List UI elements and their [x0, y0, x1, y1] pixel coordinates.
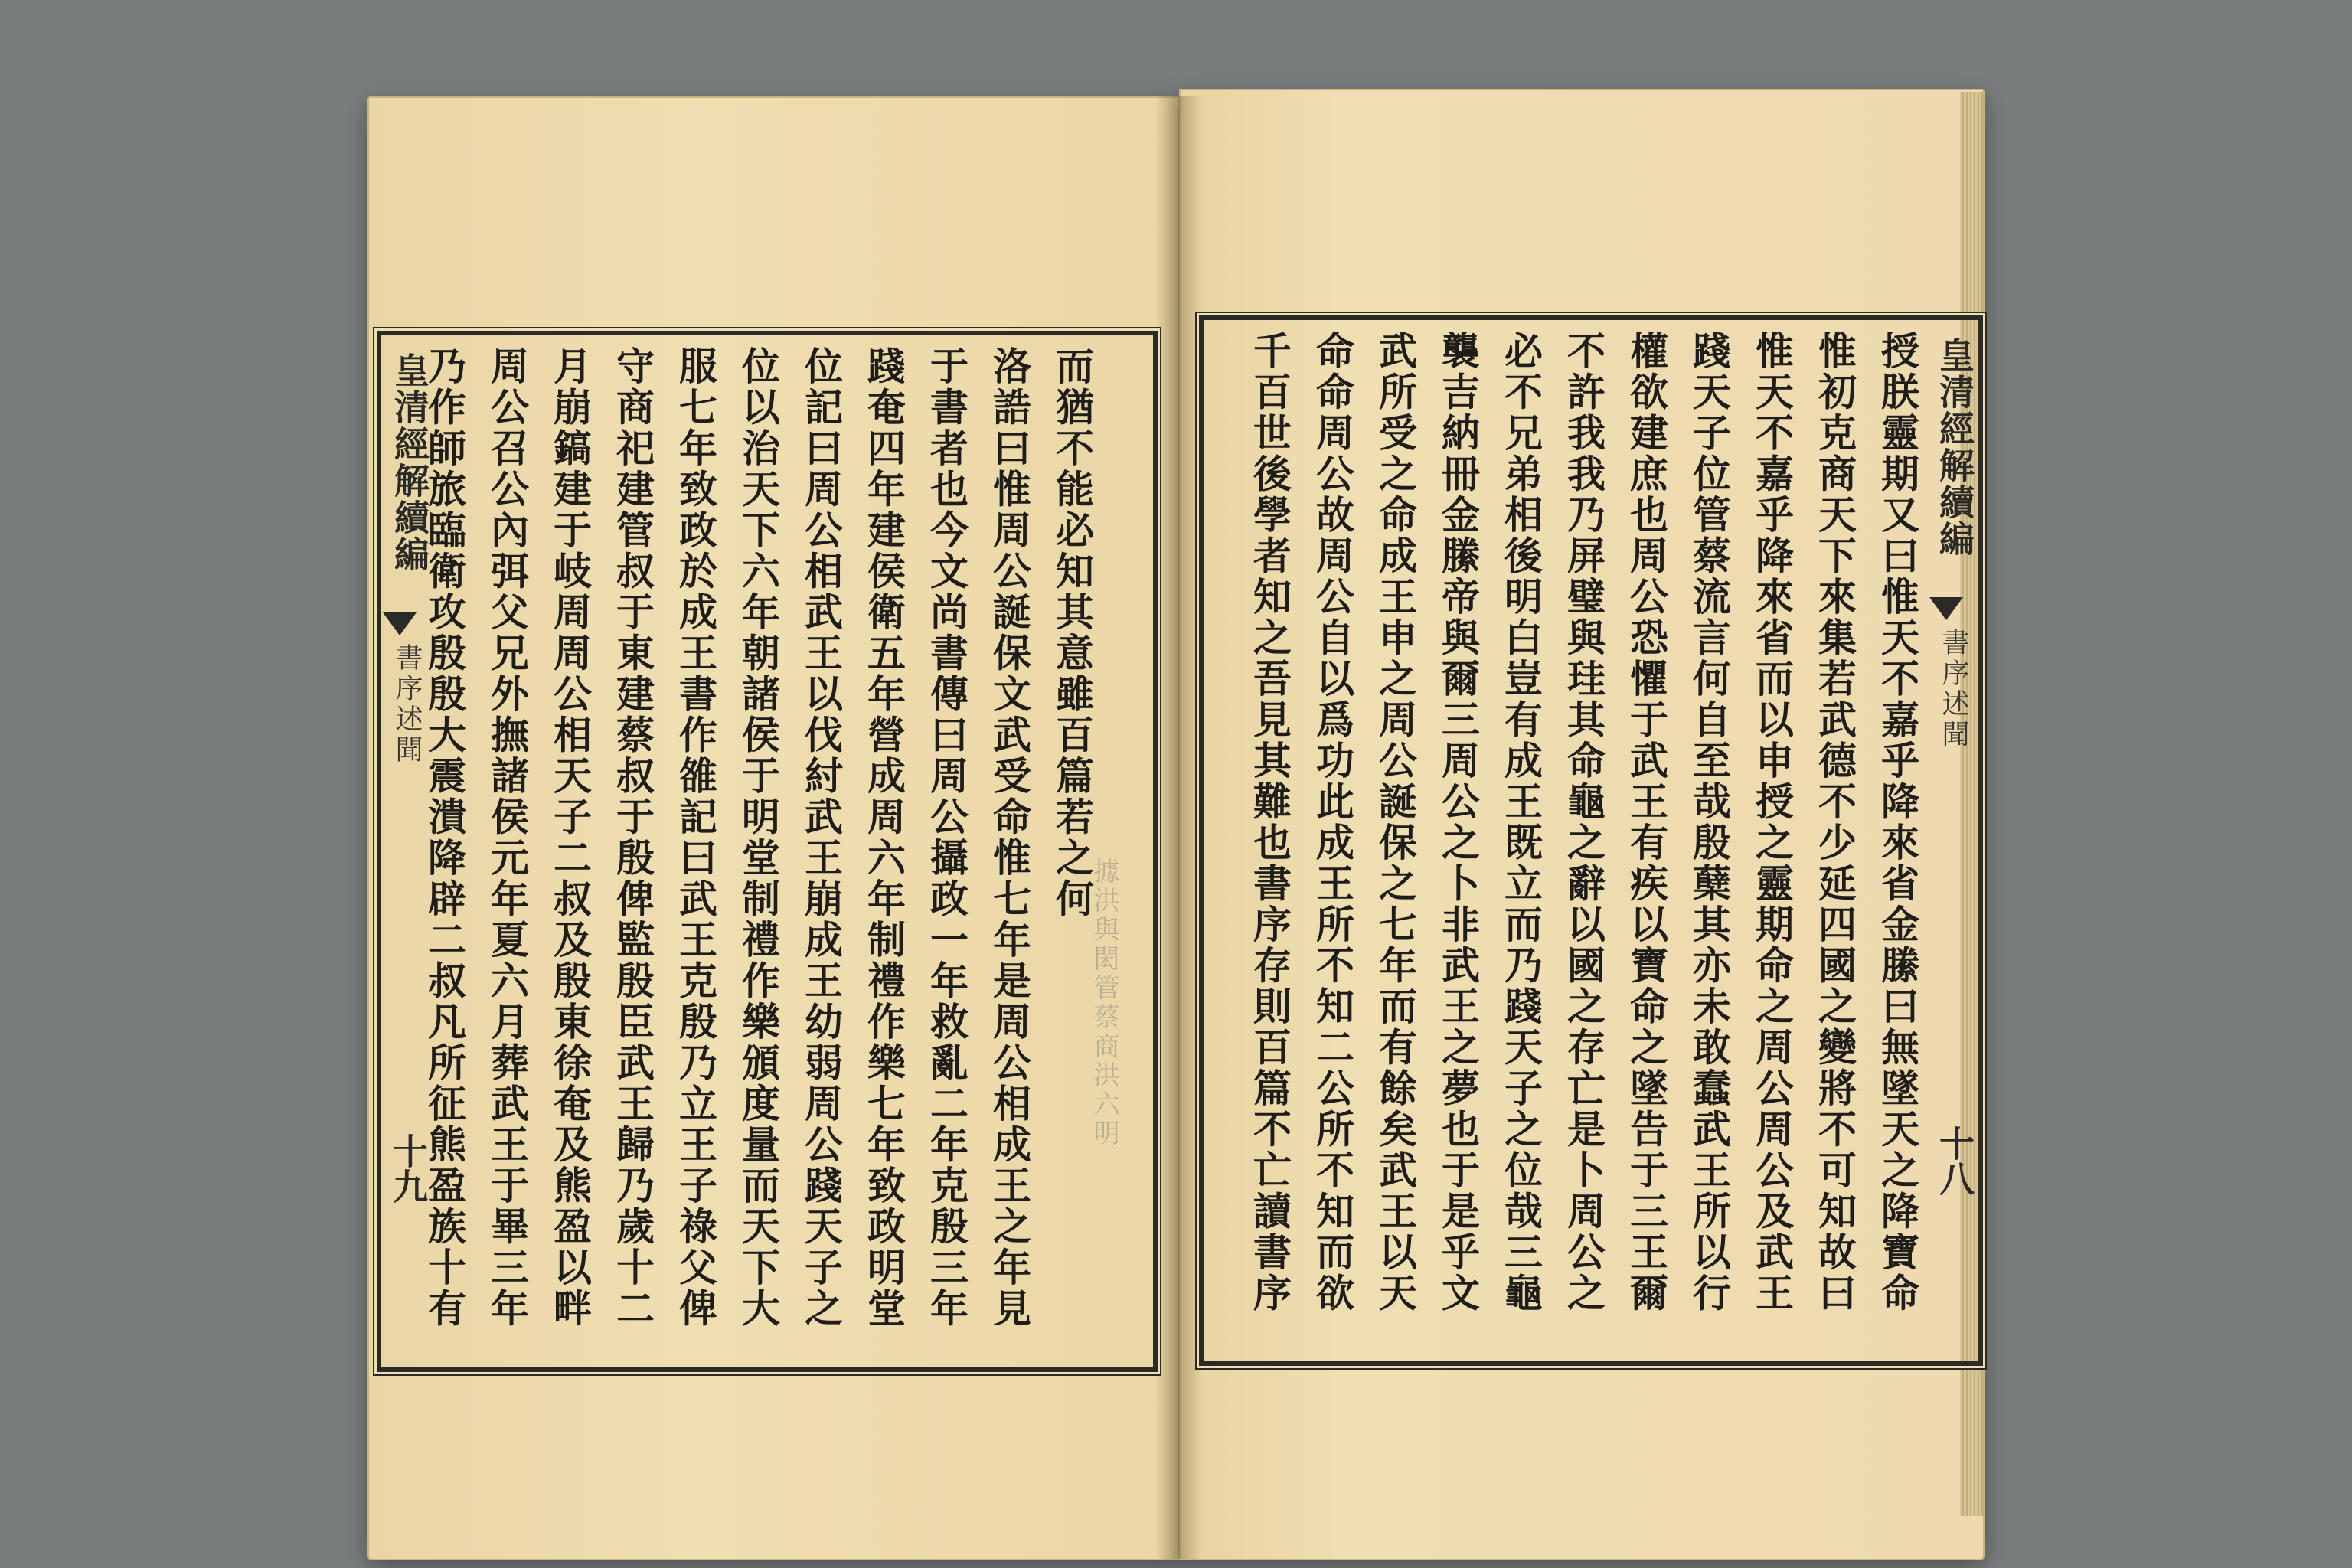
left-folio-number: 十九 — [387, 1133, 429, 1204]
text-column: 命命周公故周公自以爲功此成王所不知二公所不知而欲 — [1310, 331, 1355, 1314]
right-folio-number: 十八 — [1934, 1125, 1975, 1196]
left-margin-subtitle: 書序述聞 — [391, 643, 423, 766]
right-margin-subtitle: 書序述聞 — [1938, 628, 1969, 750]
book-gutter — [1156, 96, 1202, 1559]
text-column: 守商祀建管叔于東建蔡叔于殷俾監殷臣武王歸乃歲十二 — [610, 346, 655, 1329]
right-fishtail-mark — [1929, 597, 1963, 620]
left-text-columns — [413, 346, 1102, 1349]
left-fishtail-mark — [383, 612, 416, 635]
text-column: 月崩鎬建于岐周周公相天子二叔及殷東徐奄及熊盈以畔 — [547, 346, 593, 1329]
text-column: 于書者也今文尚書傳曰周公攝政一年救亂二年克殷三年 — [924, 346, 969, 1329]
text-column: 千百世後學者知之吾見其難也書序存則百篇不亡讀書序 — [1247, 331, 1292, 1314]
bleed-through-text: 據洪與閎管蔡商洪六明 — [1089, 858, 1119, 1148]
text-column: 位記曰周公相武王以伐紂武王崩成王幼弱周公踐天子之 — [799, 346, 844, 1329]
text-column: 而猶不能必知其意雖百篇若之何 — [1050, 346, 1095, 920]
text-column: 襲吉納冊金縢帝與爾三周公之卜非武王之夢也于是乎文 — [1436, 331, 1481, 1314]
text-column: 必不兄弟相後明白豈有成王既立而乃踐天子之位哉三龜 — [1498, 331, 1544, 1314]
text-column: 惟天不嘉乎降來省而以申授之靈期命之周公周公及武王 — [1749, 331, 1795, 1314]
text-column: 武所受之命成王申之周公誕保之七年而有餘矣武王以天 — [1373, 331, 1418, 1314]
text-column: 惟初克商天下來集若武德不少延四國之變將不可知故曰 — [1812, 331, 1857, 1314]
text-column: 授朕靈期又曰惟天不嘉乎降來省金縢曰無墜天之降寶命 — [1875, 331, 1920, 1314]
text-column: 踐奄四年建侯衛五年營成周六年制禮作樂七年致政明堂 — [861, 346, 906, 1329]
text-column: 踐天子位管蔡流言何自至哉殷蘖其亦未敢蠢武王所以行 — [1687, 331, 1732, 1314]
text-column: 位以治天下六年朝諸侯于明堂制禮作樂頒度量而天下大 — [736, 346, 781, 1329]
right-margin-title: 皇清經解續編 — [1934, 337, 1975, 557]
text-column: 服七年致政於成王書作雒記曰武王克殷乃立王子祿父俾 — [673, 346, 718, 1329]
right-text-columns — [1239, 331, 1928, 1341]
text-column: 不許我我乃屏璧與珪其命龜之辭以國之存亡是卜周公之 — [1561, 331, 1606, 1314]
text-column: 洛誥曰惟周公誕保文武受命惟七年是周公相成王之年見 — [987, 346, 1032, 1329]
text-column: 周公召公內弭父兄外撫諸侯元年夏六月葬武王于畢三年 — [485, 346, 530, 1329]
text-column: 乃作師旅臨衛攻殷殷大震潰降辟二叔凡所征熊盈族十有 — [422, 346, 467, 1329]
left-margin-title: 皇清經解續編 — [389, 352, 430, 573]
text-column: 權欲建庶也周公恐懼于武王有疾以寶命之墜告于三王爾 — [1624, 331, 1669, 1314]
